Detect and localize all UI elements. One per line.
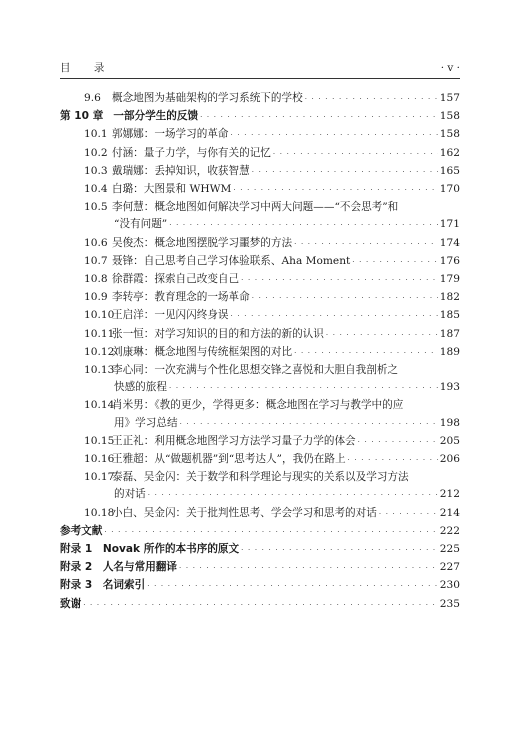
toc-backmatter-entry[interactable] bbox=[60, 577, 460, 595]
toc-line bbox=[60, 163, 460, 181]
toc-title: 白璐：大图景和 WHWM bbox=[112, 183, 232, 196]
toc-line bbox=[60, 216, 460, 234]
toc-title: 泰磊、吴金闪：关于数学和科学理论与现实的关系以及学习方法 bbox=[112, 471, 409, 484]
dot-leader bbox=[200, 108, 438, 126]
toc-line bbox=[60, 577, 460, 595]
toc-chapter-entry[interactable] bbox=[60, 108, 460, 126]
toc-section-entry[interactable] bbox=[60, 145, 460, 163]
toc-page-number: 171 bbox=[439, 218, 460, 231]
toc-number: 9.6 bbox=[84, 92, 101, 104]
toc-section-entry[interactable] bbox=[60, 344, 460, 362]
dot-leader bbox=[305, 90, 438, 108]
dot-leader bbox=[148, 486, 438, 504]
toc-title: 王雅超：从“做题机器”到“思考达人”，我仍在路上 bbox=[112, 453, 346, 466]
dot-leader bbox=[147, 577, 438, 595]
toc-line bbox=[60, 326, 460, 344]
toc-line bbox=[60, 90, 460, 108]
dot-leader bbox=[169, 379, 438, 397]
toc-line bbox=[60, 596, 460, 614]
toc-section-entry[interactable] bbox=[60, 271, 460, 289]
toc-line bbox=[60, 523, 460, 541]
toc-title: 附录 2 人名与常用翻译 bbox=[60, 561, 177, 574]
toc-line bbox=[60, 505, 460, 523]
toc-title: 李何慧：概念地图如何解决学习中两大问题——“不会思考”和 bbox=[112, 201, 399, 214]
toc-section-entry[interactable] bbox=[60, 163, 460, 181]
toc-title: 小白、吴金闪：关于批判性思考、学会学习和思考的对话 bbox=[112, 506, 377, 519]
running-header bbox=[60, 62, 460, 74]
toc-title: 快感的旅程 bbox=[114, 381, 167, 394]
toc-page-number: 187 bbox=[439, 327, 460, 340]
dot-leader bbox=[231, 126, 438, 144]
toc-title: 肖米男：《教的更少，学得更多：概念地图在学习与教学中的应 bbox=[112, 399, 404, 412]
toc-page-number: 162 bbox=[439, 146, 460, 159]
toc-number: 10.1 bbox=[84, 128, 108, 141]
dot-leader bbox=[104, 523, 437, 541]
toc-line bbox=[60, 271, 460, 289]
toc-page-number: 176 bbox=[439, 254, 460, 267]
header-rule bbox=[60, 78, 460, 79]
dot-leader bbox=[231, 307, 438, 325]
dot-leader bbox=[379, 505, 438, 523]
toc-title: 吴俊杰：概念地图摆脱学习噩梦的方法 bbox=[112, 236, 293, 249]
toc-section-entry[interactable] bbox=[60, 451, 460, 469]
toc-number: 10.5 bbox=[84, 201, 108, 214]
toc-title: 刘康琳：概念地图与传统框架图的对比 bbox=[112, 345, 293, 358]
toc-line bbox=[60, 199, 460, 216]
dot-leader bbox=[358, 433, 438, 451]
header-page-number: · v · bbox=[440, 62, 460, 74]
toc-number: 10.11 bbox=[84, 327, 115, 340]
toc-line bbox=[60, 181, 460, 199]
toc-number: 10.16 bbox=[84, 453, 115, 466]
toc-section-entry[interactable] bbox=[60, 397, 460, 432]
toc-number: 10.8 bbox=[84, 273, 108, 286]
dot-leader bbox=[180, 415, 438, 433]
toc-section-entry[interactable] bbox=[60, 235, 460, 253]
toc-title: 参考文献 bbox=[60, 524, 103, 537]
toc-page-number: 157 bbox=[439, 92, 460, 104]
toc-section-entry[interactable] bbox=[60, 126, 460, 144]
toc-line bbox=[60, 415, 460, 433]
toc-title: 戴瑞娜：丢掉知识，收获智慧 bbox=[112, 164, 250, 177]
toc-title: 李转亭：教育理念的一场革命 bbox=[112, 291, 250, 304]
toc-page-number: 230 bbox=[439, 579, 460, 592]
toc-page-number: 158 bbox=[439, 110, 460, 123]
toc-title: 概念地图为基础架构的学习系统下的学校 bbox=[112, 92, 303, 104]
toc-page-number: 206 bbox=[439, 453, 460, 466]
toc-title: “没有问题” bbox=[114, 218, 168, 231]
toc-title: 致谢 bbox=[60, 597, 82, 610]
dot-leader bbox=[233, 181, 437, 199]
dot-leader bbox=[352, 253, 437, 271]
toc-page-number: 222 bbox=[439, 524, 460, 537]
toc-page-number: 225 bbox=[439, 543, 460, 556]
dot-leader bbox=[326, 326, 438, 344]
toc-title: 附录 3 名词索引 bbox=[60, 579, 146, 592]
toc-number: 10.14 bbox=[84, 399, 115, 412]
toc-number: 10.9 bbox=[84, 291, 108, 304]
dot-leader bbox=[348, 451, 438, 469]
toc-title: 一部分学生的反馈 bbox=[113, 110, 199, 123]
toc-page-number: 212 bbox=[439, 488, 460, 501]
dot-leader bbox=[273, 145, 438, 163]
toc-title: 李心同：一次充满与个性化思想交锋之喜悦和大胆自我剖析之 bbox=[112, 364, 399, 377]
toc-line bbox=[60, 108, 460, 126]
toc-number: 10.17 bbox=[84, 471, 115, 484]
toc-line bbox=[60, 469, 460, 486]
toc-number: 10.6 bbox=[84, 236, 108, 249]
toc-section-entry[interactable] bbox=[60, 253, 460, 271]
toc-line bbox=[60, 362, 460, 379]
toc-page-number: 158 bbox=[439, 128, 460, 141]
header-title: 目 录 bbox=[60, 62, 115, 74]
toc-title: 张一恒：对学习知识的目的和方法的新的认识 bbox=[112, 327, 324, 340]
toc-line bbox=[60, 145, 460, 163]
toc-number: 第 10 章 bbox=[60, 110, 104, 123]
toc-line bbox=[60, 126, 460, 144]
toc-page-number: 189 bbox=[439, 345, 460, 358]
toc-backmatter-entry[interactable] bbox=[60, 559, 460, 577]
toc-section-entry[interactable] bbox=[60, 289, 460, 307]
dot-leader bbox=[294, 344, 438, 362]
toc-title: 用》学习总结 bbox=[114, 416, 178, 429]
toc-number: 10.10 bbox=[84, 309, 115, 322]
toc-number: 10.4 bbox=[84, 183, 108, 196]
toc-title: 聂锋：自己思考自己学习体验联系、Aha Moment bbox=[112, 254, 351, 267]
toc-line bbox=[60, 541, 460, 559]
dot-leader bbox=[241, 541, 438, 559]
toc-title: 付涵：量子力学，与你有关的记忆 bbox=[112, 146, 271, 159]
toc-line bbox=[60, 397, 460, 414]
dot-leader bbox=[294, 235, 438, 253]
toc-line bbox=[60, 289, 460, 307]
toc-backmatter-entry[interactable] bbox=[60, 541, 460, 559]
toc-page-number: 165 bbox=[439, 164, 460, 177]
toc-section-entry[interactable] bbox=[60, 307, 460, 325]
toc-title: 王正礼：利用概念地图学习方法学习量子力学的体会 bbox=[112, 434, 356, 447]
dot-leader bbox=[169, 216, 438, 234]
dot-leader bbox=[179, 559, 438, 577]
toc-page-number: 193 bbox=[439, 381, 460, 394]
toc-page-number: 182 bbox=[439, 291, 460, 304]
toc-title: 徐群霞：探索自己改变自己 bbox=[112, 273, 240, 286]
toc-page-number: 174 bbox=[439, 236, 460, 249]
toc-number: 10.12 bbox=[84, 345, 115, 358]
toc-section-entry[interactable] bbox=[60, 326, 460, 344]
dot-leader bbox=[241, 271, 438, 289]
toc-section-entry[interactable] bbox=[60, 433, 460, 451]
toc-number: 10.3 bbox=[84, 164, 108, 177]
toc-number: 10.2 bbox=[84, 146, 108, 159]
toc-line bbox=[60, 344, 460, 362]
toc-backmatter-entry[interactable] bbox=[60, 523, 460, 541]
toc-number: 10.18 bbox=[84, 506, 115, 519]
toc-title: 的对话 bbox=[114, 488, 146, 501]
toc-line bbox=[60, 379, 460, 397]
toc-number: 10.15 bbox=[84, 434, 115, 447]
toc-title: 郭娜娜：一场学习的革命 bbox=[112, 128, 229, 141]
toc-line bbox=[60, 235, 460, 253]
toc-backmatter-entry[interactable] bbox=[60, 596, 460, 614]
toc-section-entry[interactable] bbox=[60, 199, 460, 234]
toc-section-entry[interactable] bbox=[60, 90, 460, 108]
toc-title: 王启洋：一见闪闪终身误 bbox=[112, 309, 229, 322]
toc-page-number: 235 bbox=[439, 597, 460, 610]
toc-line bbox=[60, 451, 460, 469]
toc-line bbox=[60, 253, 460, 271]
dot-leader bbox=[252, 289, 438, 307]
toc-number: 10.7 bbox=[84, 254, 108, 267]
toc-title: 附录 1 Novak 所作的本书序的原文 bbox=[60, 543, 240, 556]
dot-leader bbox=[83, 596, 438, 614]
toc-number: 10.13 bbox=[84, 364, 115, 377]
toc-page-number: 227 bbox=[439, 561, 460, 574]
toc-line bbox=[60, 559, 460, 577]
table-of-contents bbox=[60, 90, 460, 614]
toc-section-entry[interactable] bbox=[60, 505, 460, 523]
toc-line bbox=[60, 307, 460, 325]
dot-leader bbox=[252, 163, 438, 181]
toc-page-number: 198 bbox=[439, 416, 460, 429]
toc-page-number: 170 bbox=[439, 183, 460, 196]
toc-section-entry[interactable] bbox=[60, 469, 460, 504]
toc-section-entry[interactable] bbox=[60, 181, 460, 199]
toc-line bbox=[60, 433, 460, 451]
toc-line bbox=[60, 486, 460, 504]
toc-page-number: 185 bbox=[439, 309, 460, 322]
toc-page-number: 205 bbox=[439, 434, 460, 447]
toc-page-number: 179 bbox=[439, 273, 460, 286]
toc-page-number: 214 bbox=[439, 506, 460, 519]
toc-section-entry[interactable] bbox=[60, 362, 460, 397]
